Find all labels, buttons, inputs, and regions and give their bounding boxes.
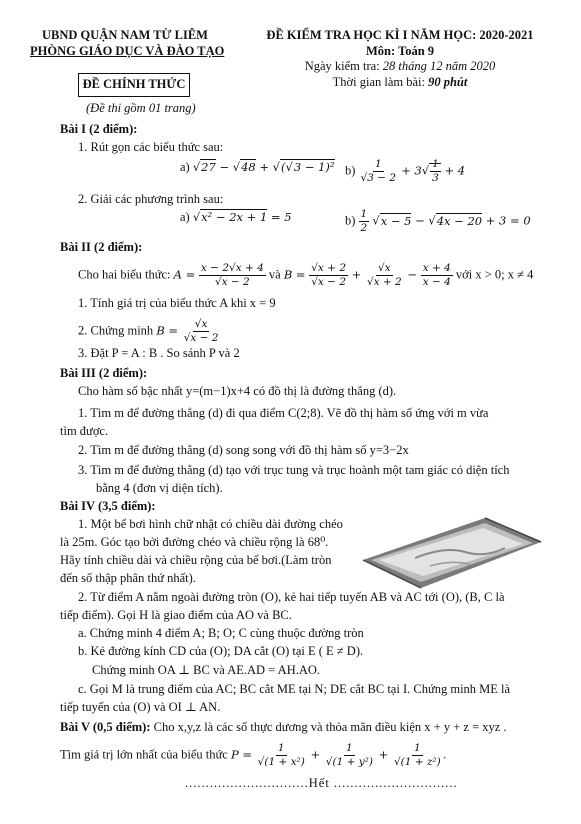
- exam-title: ĐỀ KIỂM TRA HỌC KÌ I NĂM HỌC: 2020-2021: [266, 28, 534, 42]
- bai2-q2: 2. Chứng minh B = $\frac{√x}{√x - 2}$: [78, 318, 219, 345]
- bai1-q1a: a) √27 − √48 + √(√3 − 1)²: [180, 160, 335, 174]
- bai5-line: Bài V (0,5 điểm): Cho x,y,z là các số thực dương và thỏa mãn điều kiện x + y + z = xyz .: [60, 720, 507, 734]
- bai4-p1b: là 25m. Góc tạo bởi đường chéo và chiều rộng là 68⁰.: [60, 535, 329, 549]
- bai1-title: Bài I (2 điểm):: [60, 122, 138, 136]
- exam-duration: Thời gian làm bài: 90 phút: [332, 74, 468, 89]
- bai1-q2a: a) √x² − 2x + 1 = 5: [180, 210, 292, 224]
- subject: Môn: Toán 9: [365, 43, 435, 58]
- bai1-q2: 2. Giải các phương trình sau:: [78, 192, 224, 206]
- bai3-q2: 2. Tìm m để đường thẳng (d) song song với đồ thị hàm số y=3−2x: [78, 443, 409, 457]
- official-stamp-box: ĐỀ CHÍNH THỨC: [78, 73, 190, 97]
- bai1-q2b: b) $\frac{1}{2}$ √x − 5 − √4x − 20 + 3 = 0: [345, 208, 531, 235]
- bai4-c2: tiếp tuyến của (O) và OI ⊥ AN.: [60, 700, 221, 714]
- department-name: PHÒNG GIÁO DỤC VÀ ĐÀO TẠO: [30, 43, 225, 58]
- bai3-q1b: tìm được.: [60, 424, 109, 438]
- bai5-question: Tìm giá trị lớn nhất của biểu thức P = $\frac{1}{\text{√(1 + x²)}}$ + $\frac{1}{\text{√(1 + y²)}}$ + $\frac{1}{\text{√(1 + z²)}}$ .: [60, 742, 447, 769]
- bai4-b1: b. Kẻ đường kính CD của (O); DA cắt (O) tại E ( E ≠ D).: [78, 644, 364, 658]
- bai3-q1a: 1. Tìm m để đường thẳng (d) đi qua điểm C(2;8). Vẽ đồ thị hàm số ứng với m vừa: [78, 406, 489, 420]
- bai1-q1: 1. Rút gọn các biểu thức sau:: [78, 140, 224, 154]
- exam-date: Ngày kiểm tra: 28 tháng 12 năm 2020: [304, 59, 496, 74]
- bai2-q1: 1. Tính giá trị của biểu thức A khi x = 9: [78, 296, 276, 310]
- bai1-q1b: b) $\frac{1}{√3 - 2}$ + 3√ $\frac{1}{3}$ + 4: [345, 158, 466, 185]
- bai2-title: Bài II (2 điểm):: [60, 240, 143, 254]
- header-right: [245, 28, 555, 91]
- pages-note: (Đề thi gồm 01 trang): [86, 101, 196, 115]
- bai2-intro-line: Cho hai biểu thức: A = $\frac{x - 2√x + 4}{√x - 2}$ và B = $\frac{√x + 2}{√x - 2}$ + $\frac{√x}{√x + 2}$ − $\frac{x + 4}{x - 4}$ với x > 0; x ≠ 4: [78, 262, 534, 289]
- bai4-b2: Chứng minh OA ⊥ BC và AE.AD = AH.AO.: [92, 663, 321, 677]
- bai4-p2b: tiếp điểm). Gọi H là giao điểm của AO và BC.: [60, 608, 292, 622]
- bai3-q3a: 3. Tìm m để đường thẳng (d) tạo với trục tung và trục hoành một tam giác có diện tích: [78, 463, 510, 477]
- bai4-p1a: 1. Một bể bơi hình chữ nhật có chiều dài đường chéo: [78, 517, 343, 531]
- bai4-title: Bài IV (3,5 điểm):: [60, 499, 156, 513]
- footer-end: ..............................Hết ..............................: [185, 776, 458, 790]
- bai4-c1: c. Gọi M là trung điểm của AC; BC cắt ME tại N; DE cắt BC tại I. Chứng minh ME là: [78, 682, 511, 696]
- bai3-q3b: bằng 4 (đơn vị diện tích).: [96, 481, 223, 495]
- bai3-intro: Cho hàm số bậc nhất y=(m−1)x+4 có đồ thị là đường thẳng (d).: [78, 384, 397, 398]
- header-left: [30, 28, 225, 59]
- district-name: UBND QUẬN NAM TỪ LIÊM: [42, 28, 208, 42]
- bai4-a: a. Chứng minh 4 điểm A; B; O; C cùng thuộc đường tròn: [78, 626, 364, 640]
- swimming-pool-image: [355, 508, 545, 590]
- bai4-p2a: 2. Từ điểm A nằm ngoài đường tròn (O), kẻ hai tiếp tuyến AB và AC tới (O), (B, C là: [78, 590, 505, 604]
- bai3-title: Bài III (2 điểm):: [60, 366, 148, 380]
- bai4-p1d: đến số thập phân thứ nhất).: [60, 571, 196, 585]
- bai2-q3: 3. Đặt P = A : B . So sánh P và 2: [78, 346, 240, 360]
- bai4-p1c: Hãy tính chiều dài và chiều rộng của bể bơi.(Làm tròn: [60, 553, 332, 567]
